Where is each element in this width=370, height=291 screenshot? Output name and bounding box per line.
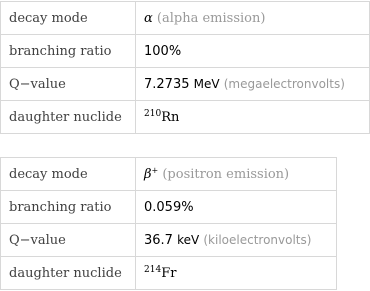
branching-ratio-row xyxy=(1,191,337,224)
q-value-value xyxy=(136,68,370,101)
q-value-note: (megaelectronvolts) xyxy=(223,76,345,91)
branching-ratio-value: 100% xyxy=(136,35,370,68)
q-value-number: 7.2735 xyxy=(144,76,190,92)
daughter-nuclide-row xyxy=(1,257,337,290)
decay-mode-label: decay mode xyxy=(1,158,136,191)
decay-mode-value xyxy=(136,158,337,191)
q-value-unit: keV xyxy=(177,232,200,247)
decay-mode-symbol-superscript: + xyxy=(151,165,159,175)
decay-mode-note: (positron emission) xyxy=(162,166,290,182)
decay-table-alpha xyxy=(0,1,370,134)
decay-mode-row xyxy=(1,2,370,35)
daughter-mass-number: 210 xyxy=(144,108,162,119)
q-value-row xyxy=(1,224,337,257)
daughter-nuclide-row xyxy=(1,101,370,134)
daughter-element: Rn xyxy=(161,109,180,125)
q-value-value xyxy=(136,224,337,257)
branching-ratio-label: branching ratio xyxy=(1,191,136,224)
decay-table-positron xyxy=(0,157,337,290)
decay-mode-symbol: α xyxy=(144,10,153,26)
daughter-element: Fr xyxy=(161,265,177,281)
q-value-label: Q−value xyxy=(1,224,136,257)
branching-ratio-label: branching ratio xyxy=(1,35,136,68)
branching-ratio-value: 0.059% xyxy=(136,191,337,224)
daughter-mass-number: 214 xyxy=(144,264,162,275)
decay-mode-row xyxy=(1,158,337,191)
q-value-unit: MeV xyxy=(193,76,220,91)
q-value-note: (kiloelectronvolts) xyxy=(203,232,312,247)
decay-mode-symbol: β xyxy=(144,166,152,182)
daughter-nuclide-value xyxy=(136,257,337,290)
q-value-label: Q−value xyxy=(1,68,136,101)
decay-mode-value xyxy=(136,2,370,35)
decay-mode-note: (alpha emission) xyxy=(156,10,266,26)
daughter-nuclide-label: daughter nuclide xyxy=(1,101,136,134)
q-value-number: 36.7 xyxy=(144,232,173,248)
daughter-nuclide-label: daughter nuclide xyxy=(1,257,136,290)
branching-ratio-row xyxy=(1,35,370,68)
decay-mode-label: decay mode xyxy=(1,2,136,35)
daughter-nuclide-value xyxy=(136,101,370,134)
q-value-row xyxy=(1,68,370,101)
